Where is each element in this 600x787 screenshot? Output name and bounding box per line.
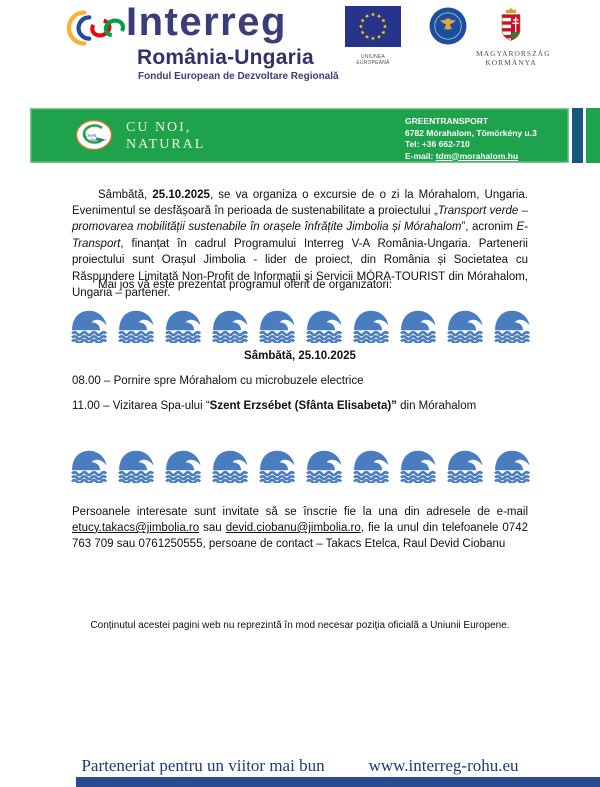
romanian-government-logo [429, 7, 467, 50]
wave-icon [70, 308, 108, 343]
hungary-government-logo [476, 6, 551, 67]
text-segment: 25.10.2025 [152, 188, 210, 201]
interreg-wordmark: Interreg [126, 0, 287, 44]
greentransport-banner [30, 108, 569, 163]
wave-icon [117, 448, 155, 483]
paragraph-contact [72, 504, 528, 553]
contact-block [405, 116, 537, 162]
wave-icon [352, 448, 390, 483]
text-segment: , finanțat în cadrul Programului Interreg V-A România-Ungaria. Partenerii proiectului sunt Orașul Jimbolia - lider de proiect, din România și Societatea cu Răspundere Limitată Non-Profit de Informații şi Servicii MÓRA-TOURIST din Mórahalom, Ungaria – partener. [72, 237, 528, 299]
program-date-heading: Sâmbătă, 25.10.2025 [244, 350, 356, 362]
wave-icon [493, 308, 531, 343]
program-name: România-Ungaria [137, 46, 314, 69]
email-link[interactable]: tdm@morahalom.hu [435, 150, 519, 161]
wave-icon [305, 308, 343, 343]
wave-icon [399, 448, 437, 483]
contact-address: 6782 Mórahalom, Tömörkény u.3 [405, 127, 537, 138]
contact-name: GREENTRANSPORT [405, 116, 489, 126]
text-segment: E-Transport [72, 221, 528, 250]
text-segment: Szent Erzsébet (Sfânta Elisabeta)” [209, 400, 397, 412]
svg-text:Green: Green [84, 134, 97, 139]
wave-icon [352, 308, 390, 343]
text-segment: ”, acronim [461, 221, 517, 234]
wave-row [0, 448, 600, 483]
wave-icon [211, 448, 249, 483]
wave-icon [446, 448, 484, 483]
text-segment: Persoanele interesate sunt invitate să se înscrie fie la una din adresele de e-mail [72, 505, 528, 518]
wave-icon [446, 308, 484, 343]
wave-icon [164, 448, 202, 483]
greentransport-logo-icon [75, 119, 113, 151]
hungary-coat-of-arms-icon [499, 6, 523, 42]
wave-icon [164, 308, 202, 343]
wave-icon [305, 448, 343, 483]
hungary-gov-caption: MAGYARORSZÁG KORMÁNYA [476, 49, 551, 67]
wave-icon [258, 308, 296, 343]
text-segment: 08.00 – Pornire spre Mórahalom cu microbuzele electrice [72, 375, 364, 387]
banner-blue-stripe [572, 108, 583, 163]
banner-slogan: CU NOI, NATURAL [126, 120, 206, 152]
text-segment: , fie la unul din telefoanele 0742 763 709 sau 0761250555, persoane de contact – Takacs Etelca, Raul Devid Ciobanu [72, 521, 528, 551]
wave-icon [117, 308, 155, 343]
eu-flag-block [345, 6, 401, 66]
wave-icon [211, 308, 249, 343]
interreg-infinity-icon [66, 8, 126, 48]
text-segment: Transport verde – promovarea mobilității sustenabile în orașele înfrățite Jimbolia și Mórahalom [72, 204, 528, 234]
interreg-logo [66, 8, 126, 53]
text-segment: , se va organiza o excursie de o zi la Mórahalom, Ungaria. Evenimentul se desfășoară în perioada de sustenabilitate a proiectului „ [72, 188, 528, 217]
wave-icon [493, 448, 531, 483]
romanian-government-seal-icon [429, 7, 467, 45]
wave-icon [399, 308, 437, 343]
footer [0, 756, 600, 776]
text-segment: din Mórahalom [396, 400, 477, 412]
program-item-2 [72, 400, 542, 412]
program-intro-line: Mai jos vă este prezentat programul oferit de organizatori: [98, 279, 393, 291]
eu-disclaimer: Conținutul acestei pagini web nu reprezintă în mod necesar poziția oficială a Uniunii Europene. [90, 620, 510, 631]
email-link[interactable]: etucy.takacs@jimbolia.ro [72, 521, 200, 534]
program-item-1 [72, 375, 542, 387]
footer-blue-bar [76, 777, 600, 787]
footer-motto: Parteneriat pentru un viitor mai bun [81, 756, 325, 775]
eu-flag-icon [345, 6, 401, 47]
wave-icon [258, 448, 296, 483]
footer-url[interactable]: www.interreg-rohu.eu [368, 756, 519, 775]
wave-row [0, 308, 600, 343]
program-subtitle: Fondul European de Dezvoltare Regională [138, 71, 339, 82]
contact-email-line: E-mail: tdm@morahalom.hu [405, 150, 519, 161]
greentransport-logo [75, 119, 113, 156]
banner-right-block [586, 108, 600, 163]
text-segment: 11.00 – Vizitarea Spa-ului “ [72, 400, 210, 412]
eu-caption: UNIUNEA EUROPEANĂ [356, 54, 390, 66]
contact-phone: Tel: +36 662-710 [405, 139, 470, 149]
text-segment: sau [199, 521, 226, 534]
svg-text:Transport: Transport [90, 137, 106, 142]
email-link[interactable]: devid.ciobanu@jimbolia.ro [225, 521, 361, 534]
text-segment: Sâmbătă, [98, 188, 153, 201]
wave-icon [70, 448, 108, 483]
